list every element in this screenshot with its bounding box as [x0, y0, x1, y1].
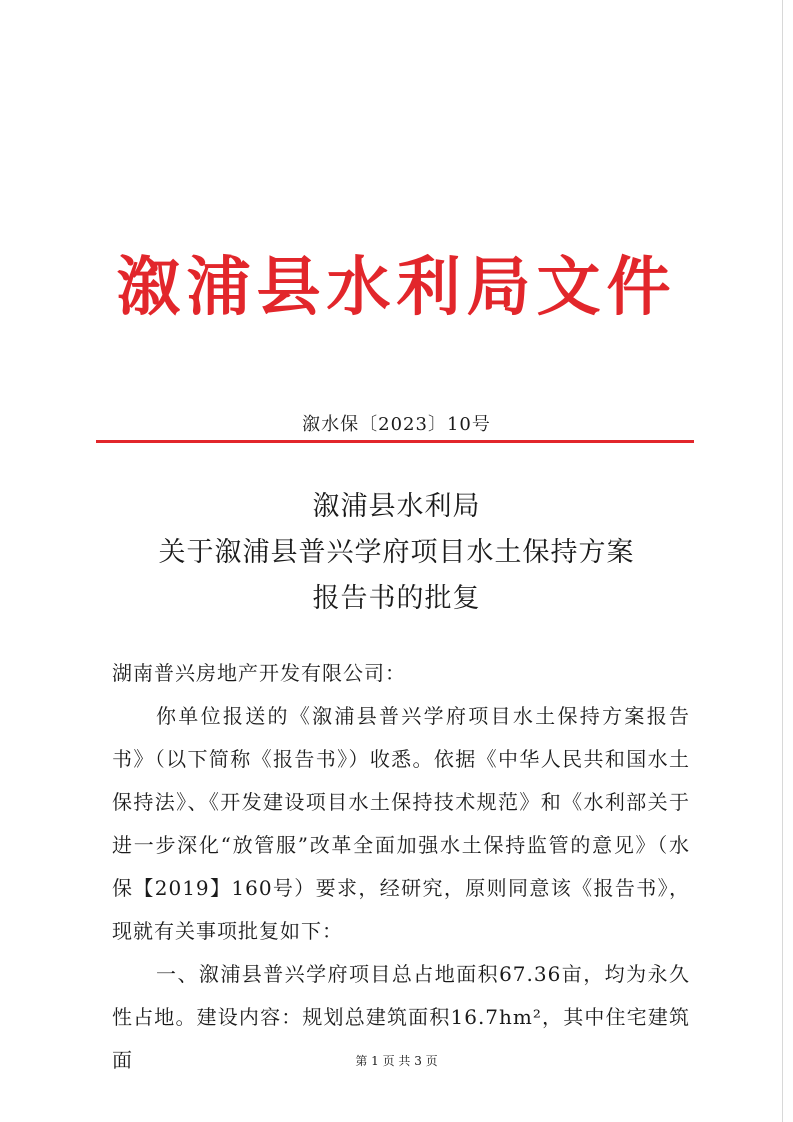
title-line-3: 报告书的批复 [312, 583, 481, 614]
addressee: 湖南普兴房地产开发有限公司： [112, 661, 406, 685]
title-line-1: 溆浦县水利局 [312, 491, 481, 522]
body-paragraph-1: 你单位报送的《溆浦县普兴学府项目水土保持方案报告书》（以下简称《报告书》）收悉。依据《中华人民共和国水土保持法》、《开发建设项目水土保持技术规范》和《水利部关于进一步深化“放管服”改革全面加强水土保持监管的意见》（水保【2019】160号）要求，经研究，原则同意该《报告书》，现就有关事项批复如下： [112, 704, 690, 943]
document-body [112, 652, 690, 1082]
document-number: 溆水保〔2023〕10号 [302, 414, 491, 435]
body-paragraph-2: 一、溆浦县普兴学府项目总占地面积67.36亩，均为永久性占地。建设内容：规划总建筑面积16.7hm²，其中住宅建筑面 [112, 962, 690, 1072]
title-line-2: 关于溆浦县普兴学府项目水土保持方案 [158, 537, 635, 568]
scan-edge-line [782, 0, 783, 1122]
red-divider-line [96, 440, 694, 443]
document-title [0, 484, 793, 622]
page-footer: 第 1 页 共 3 页 [355, 1054, 438, 1068]
agency-header-title: 溆浦县水利局文件 [116, 251, 677, 325]
